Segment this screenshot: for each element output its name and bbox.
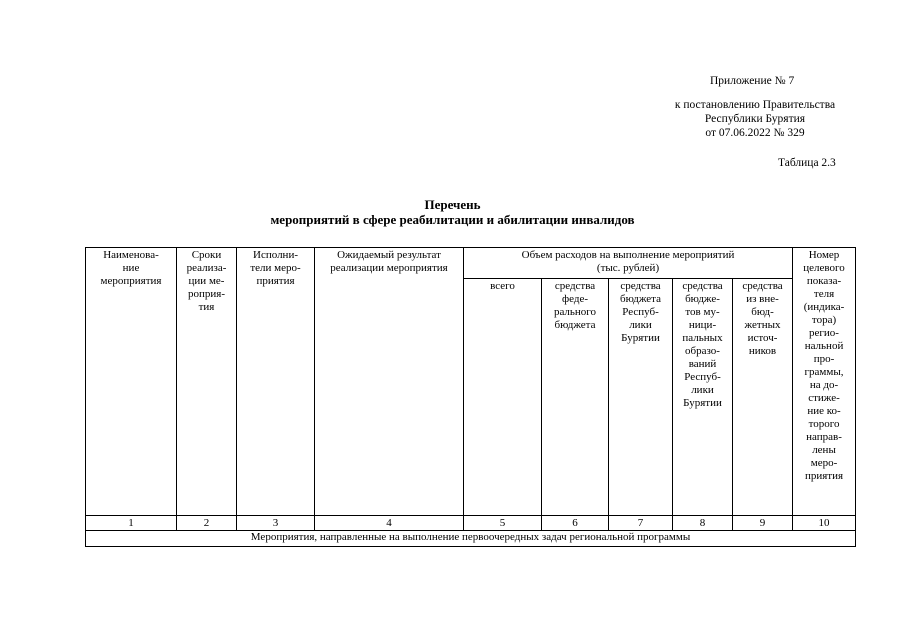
column-number: 6 [542,516,609,531]
header-terms: Сроки реализа- ции ме- роприя- тия [177,248,237,516]
appendix-resolution-reference [660,98,850,140]
column-number: 10 [793,516,856,531]
appendix-line-2: Республики Бурятия [704,113,806,125]
header-expenses-total: всего [464,279,542,516]
measures-table [85,247,856,547]
column-number: 3 [237,516,315,531]
column-number: 8 [673,516,733,531]
appendix-title: Приложение № 7 [710,75,795,87]
header-executors: Исполни- тели меро- приятия [237,248,315,516]
header-expenses-offbudget: средства из вне- бюд- жетных источ- ников [733,279,793,516]
column-number: 2 [177,516,237,531]
column-number-row [86,516,856,531]
column-number: 9 [733,516,793,531]
column-number: 1 [86,516,177,531]
document-heading: Перечень [424,197,481,212]
header-indicator-number: Номер целевого показа- теля (индика- тора) регио- нальной про- граммы, на до- стиже- ние ко- торого направ- лены меро- приятия [793,248,856,516]
column-number: 7 [609,516,673,531]
column-number: 5 [464,516,542,531]
header-expenses-federal: средства феде- рального бюджета [542,279,609,516]
header-expenses: Объем расходов на выполнение мероприятий (тыс. рублей) [464,248,793,279]
section-title: Мероприятия, направленные на выполнение первоочередных задач региональной программы [86,531,856,547]
appendix-line-1: к постановлению Правительства [674,99,836,111]
header-name: Наименова- ние мероприятия [86,248,177,516]
header-expenses-republic: средства бюджета Респуб- лики Бурятии [609,279,673,516]
section-row [86,531,856,547]
document-subheading: мероприятий в сфере реабилитации и абилитации инвалидов [270,212,635,227]
column-number: 4 [315,516,464,531]
header-expected-result: Ожидаемый результат реализации мероприятия [315,248,464,516]
appendix-line-3: от 07.06.2022 № 329 [705,127,805,139]
header-expenses-municipal: средства бюдже- тов му- ници- пальных образо- ваний Респуб- лики Бурятии [673,279,733,516]
table-label: Таблица 2.3 [778,157,836,169]
header-row-1 [86,248,856,279]
